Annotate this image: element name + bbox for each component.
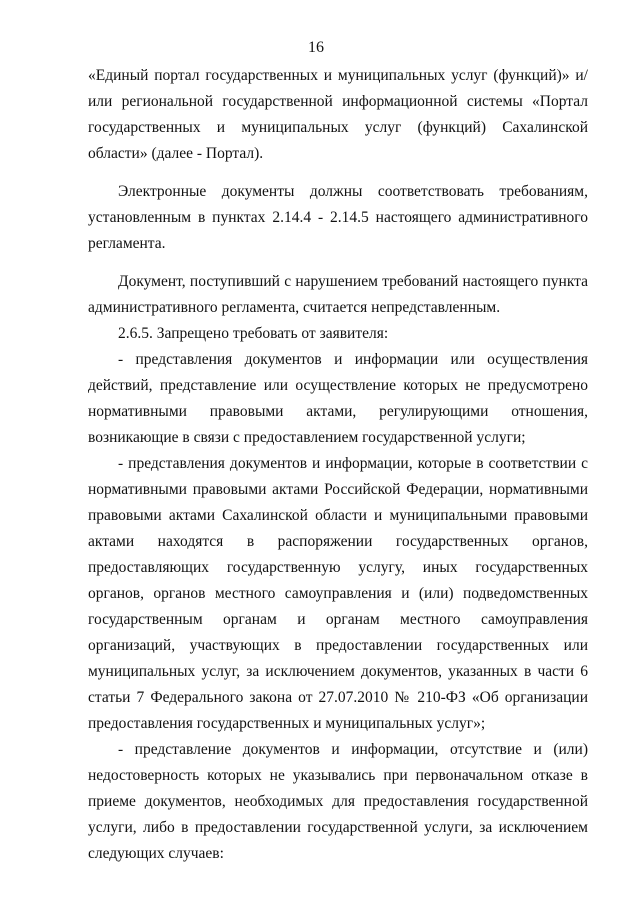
- page-number: 16: [308, 39, 324, 56]
- paragraph-portal-continuation: «Единый портал государственных и муниципальных услуг (функций)» и/или региональной государственной информационной системы «Портал государственных и муниципальных услуг (функций) Сахалинской области» (далее - Портал).: [88, 67, 588, 162]
- list-item-unreported-documents: - представление документов и информации, отсутствие и (или) недостоверность которых не указывались при первоначальном отказе в приеме документов, необходимых для предоставления государственной услуги, либо в предоставлении государственной услуги, за исключением следующих случаев:: [88, 741, 588, 862]
- document-body: [88, 63, 588, 867]
- list-item-documents-in-possession: - представления документов и информации, которые в соответствии с нормативными правовыми актами Российской Федерации, нормативными правовыми актами Сахалинской области и муниципальными правовыми актами находятся в распоряжении государственных органов, предоставляющих государственную услугу, иных государственных органов, органов местного самоуправления и (или) подведомственных государственным органам и органам местного самоуправления организаций, участвующих в предоставлении государственных или муниципальных услуг, за исключением документов, указанных в части 6 статьи 7 Федерального закона от 27.07.2010 № 210-ФЗ «Об организации предоставления государственных и муниципальных услуг»;: [88, 455, 588, 732]
- paragraph-document-not-submitted: Документ, поступивший с нарушением требований настоящего пункта административного регламента, считается непредставленным.: [88, 273, 588, 316]
- paragraph-electronic-documents: Электронные документы должны соответствовать требованиям, установленным в пунктах 2.14.4 - 2.14.5 настоящего административного регламента.: [88, 183, 588, 252]
- paragraph-section-2-6-5: 2.6.5. Запрещено требовать от заявителя:: [118, 325, 389, 342]
- list-item-actions: - представления документов и информации или осуществления действий, представление или осуществление которых не предусмотрено нормативными правовыми актами, регулирующими отношения, возникающие в связи с предоставлением государственной услуги;: [88, 351, 588, 446]
